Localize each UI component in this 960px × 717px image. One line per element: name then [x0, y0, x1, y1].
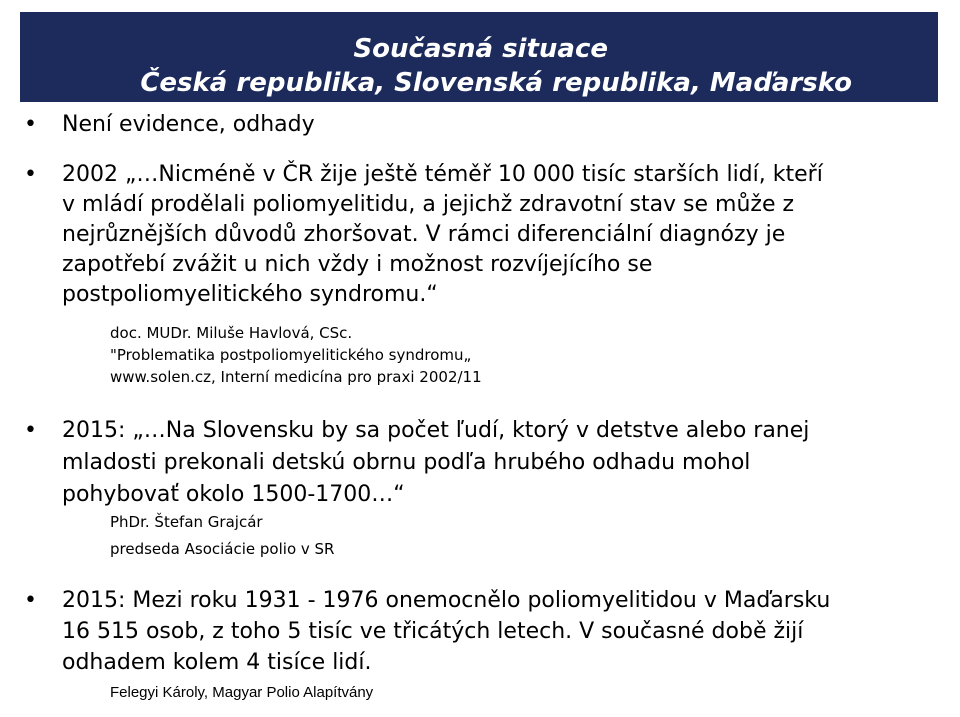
quote-line: 2015: „…Na Slovensku by sa počet ľudí, ktorý v detstve alebo ranej: [62, 418, 810, 443]
quote-line: postpoliomyelitického syndromu.“: [62, 282, 438, 307]
quote-line: mladosti prekonali detskú obrnu podľa hrubého odhadu mohol: [62, 450, 751, 475]
slide-subtitle: Česká republika, Slovenská republika, Maďarsko: [140, 68, 852, 98]
slide-title: Současná situace: [353, 34, 608, 64]
quote-line: nejrůznějších důvodů zhoršovat. V rámci diferenciální diagnózy je: [62, 222, 786, 247]
title-banner: [20, 12, 938, 102]
citation-title: "Problematika postpoliomyelitického syndromu„: [110, 346, 472, 364]
quote-line: v mládí prodělali poliomyelitidu, a jejichž zdravotní stav se může z: [62, 192, 795, 217]
bullet-text: Není evidence, odhady: [62, 112, 315, 137]
bullet-2015-slovakia: [24, 415, 942, 511]
citation-source: Felegyi Károly, Magyar Polio Alapítvány: [110, 684, 374, 701]
bullet-dot: •: [24, 112, 37, 137]
citation-author: PhDr. Štefan Grajcár: [110, 513, 263, 531]
text-line: 2015: Mezi roku 1931 - 1976 onemocnělo poliomyelitidou v Maďarsku: [62, 588, 831, 613]
citation-author: doc. MUDr. Miluše Havlová, CSc.: [110, 324, 353, 342]
quote-line: 2002 „…Nicméně v ČR žije ještě téměř 10 000 tisíc starších lidí, kteří: [62, 162, 823, 187]
bullet-dot: •: [24, 588, 37, 613]
bullet-dot: •: [24, 162, 37, 187]
text-line: odhadem kolem 4 tisíce lidí.: [62, 650, 372, 675]
bullet-no-evidence: [24, 110, 315, 140]
text-line: 16 515 osob, z toho 5 tisíc ve třicátých letech. V současné době žijí: [62, 619, 804, 644]
quote-line: pohybovať okolo 1500-1700…“: [62, 482, 405, 507]
citation-source: www.solen.cz, Interní medicína pro praxi 2002/11: [110, 368, 482, 386]
bullet-2002-quote: [24, 160, 942, 310]
bullet-2015-hungary: [24, 585, 942, 678]
quote-line: zapotřebí zvážit u nich vždy i možnost rozvíjejícího se: [62, 252, 653, 277]
citation-role: predseda Asociácie polio v SR: [110, 540, 335, 558]
bullet-dot: •: [24, 418, 37, 443]
